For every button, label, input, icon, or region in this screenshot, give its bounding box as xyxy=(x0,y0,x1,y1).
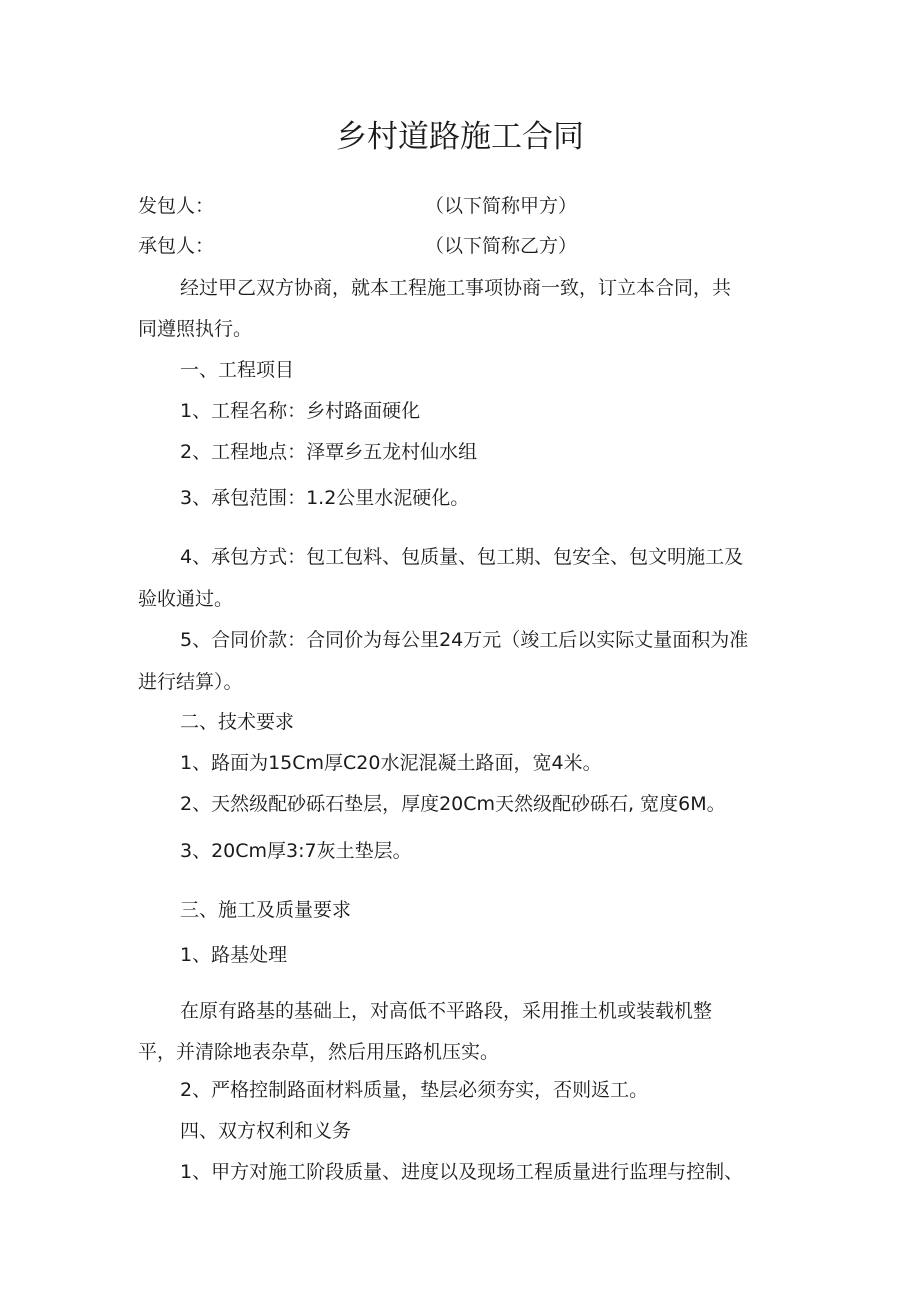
section-3-para-line-1: 在原有路基的基础上，对高低不平路段，采用推土机或装载机整 xyxy=(180,1000,713,1022)
section-2-item-1: 1、路面为15Cm厚C20水泥混凝土路面，宽4米。 xyxy=(180,752,602,774)
section-1-item-5-line-1: 5、合同价款：合同价为每公里24万元（竣工后以实际丈量面积为准 xyxy=(180,629,749,651)
section-1-item-5-line-2: 进行结算）。 xyxy=(138,671,243,693)
section-1-item-3: 3、承包范围：1.2公里水泥硬化。 xyxy=(180,487,470,509)
section-3-para-line-2: 平，并清除地表杂草，然后用压路机压实。 xyxy=(138,1041,500,1063)
section-3-item-1: 1、路基处理 xyxy=(180,944,288,966)
section-3-heading: 三、施工及质量要求 xyxy=(180,899,352,921)
section-1-item-1: 1、工程名称：乡村路面硬化 xyxy=(180,400,421,422)
section-1-item-4-line-2: 验收通过。 xyxy=(138,588,234,610)
intro-line-1: 经过甲乙双方协商，就本工程施工事项协商一致，订立本合同，共 xyxy=(180,277,732,299)
contractor-note: （以下简称乙方） xyxy=(425,235,578,257)
document-title: 乡村道路施工合同 xyxy=(336,119,584,155)
contractor-label: 承包人： xyxy=(138,235,215,257)
section-1-item-2: 2、工程地点：泽覃乡五龙村仙水组 xyxy=(180,441,478,463)
intro-line-2: 同遵照执行。 xyxy=(138,318,253,340)
employer-note: （以下简称甲方） xyxy=(425,195,578,217)
section-1-heading: 一、工程项目 xyxy=(180,359,295,381)
section-2-heading: 二、技术要求 xyxy=(180,711,295,733)
section-1-item-4-line-1: 4、承包方式：包工包料、包质量、包工期、包安全、包文明施工及 xyxy=(180,546,744,568)
section-3-item-2: 2、严格控制路面材料质量，垫层必须夯实，否则返工。 xyxy=(180,1079,649,1101)
section-4-item-1: 1、甲方对施工阶段质量、进度以及现场工程质量进行监理与控制、 xyxy=(180,1161,744,1183)
section-4-heading: 四、双方权利和义务 xyxy=(180,1120,352,1142)
section-2-item-2: 2、天然级配砂砾石垫层，厚度20Cm天然级配砂砾石, 宽度6M。 xyxy=(180,793,726,815)
section-2-item-3: 3、20Cm厚3:7灰土垫层。 xyxy=(180,840,412,862)
employer-label: 发包人： xyxy=(138,195,215,217)
